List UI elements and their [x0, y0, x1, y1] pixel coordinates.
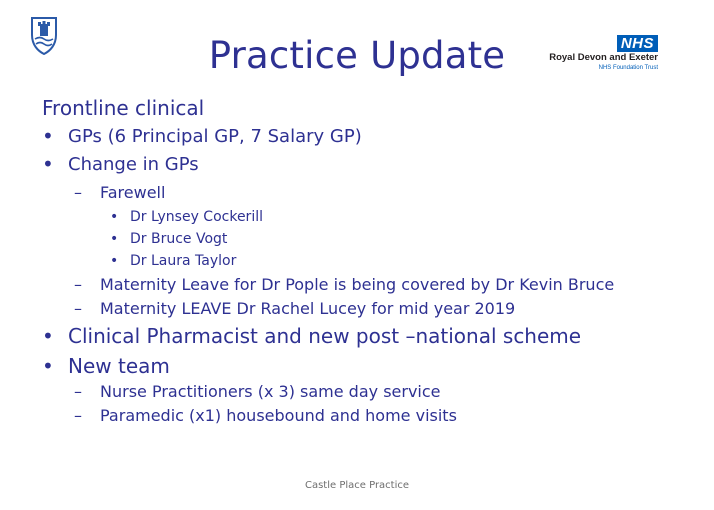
nhs-trust-subtitle: NHS Foundation Trust	[598, 65, 658, 71]
bullet-marker: •	[42, 354, 54, 378]
bullet-marker: •	[110, 209, 119, 225]
dash-marker: –	[74, 299, 82, 318]
bullet-marker: •	[42, 124, 54, 148]
new-team-item: Nurse Practitioners (x 3) same day service	[100, 382, 441, 401]
bullet-gps: GPs (6 Principal GP, 7 Salary GP)	[68, 126, 362, 147]
bullet-clinical-pharmacist: Clinical Pharmacist and new post –national scheme	[68, 324, 582, 348]
bullet-marker: •	[110, 231, 119, 247]
farewell-name: Dr Bruce Vogt	[130, 231, 228, 247]
dash-marker: –	[74, 406, 82, 425]
dash-marker: –	[74, 183, 82, 202]
nhs-trust-name: Royal Devon and Exeter	[549, 52, 658, 63]
bullet-new-team: New team	[68, 354, 170, 378]
dash-marker: –	[74, 275, 82, 294]
nhs-badge: NHS	[617, 35, 658, 52]
nhs-trust-logo	[542, 35, 658, 73]
maternity-item: Maternity Leave for Dr Pople is being covered by Dr Kevin Bruce	[100, 275, 615, 294]
farewell-name: Dr Lynsey Cockerill	[130, 209, 263, 225]
bullet-marker: •	[42, 152, 54, 176]
bullet-marker: •	[42, 324, 54, 348]
bullet-marker: •	[110, 253, 119, 269]
farewell-label: Farewell	[100, 183, 166, 202]
bullet-change-in-gps: Change in GPs	[68, 154, 199, 175]
section-heading: Frontline clinical	[42, 96, 205, 120]
maternity-item: Maternity LEAVE Dr Rachel Lucey for mid year 2019	[100, 299, 516, 318]
new-team-item: Paramedic (x1) housebound and home visits	[100, 406, 457, 425]
page-title: Practice Update	[208, 34, 506, 77]
dash-marker: –	[74, 382, 82, 401]
footer-text: Castle Place Practice	[304, 480, 410, 491]
farewell-name: Dr Laura Taylor	[130, 253, 237, 269]
